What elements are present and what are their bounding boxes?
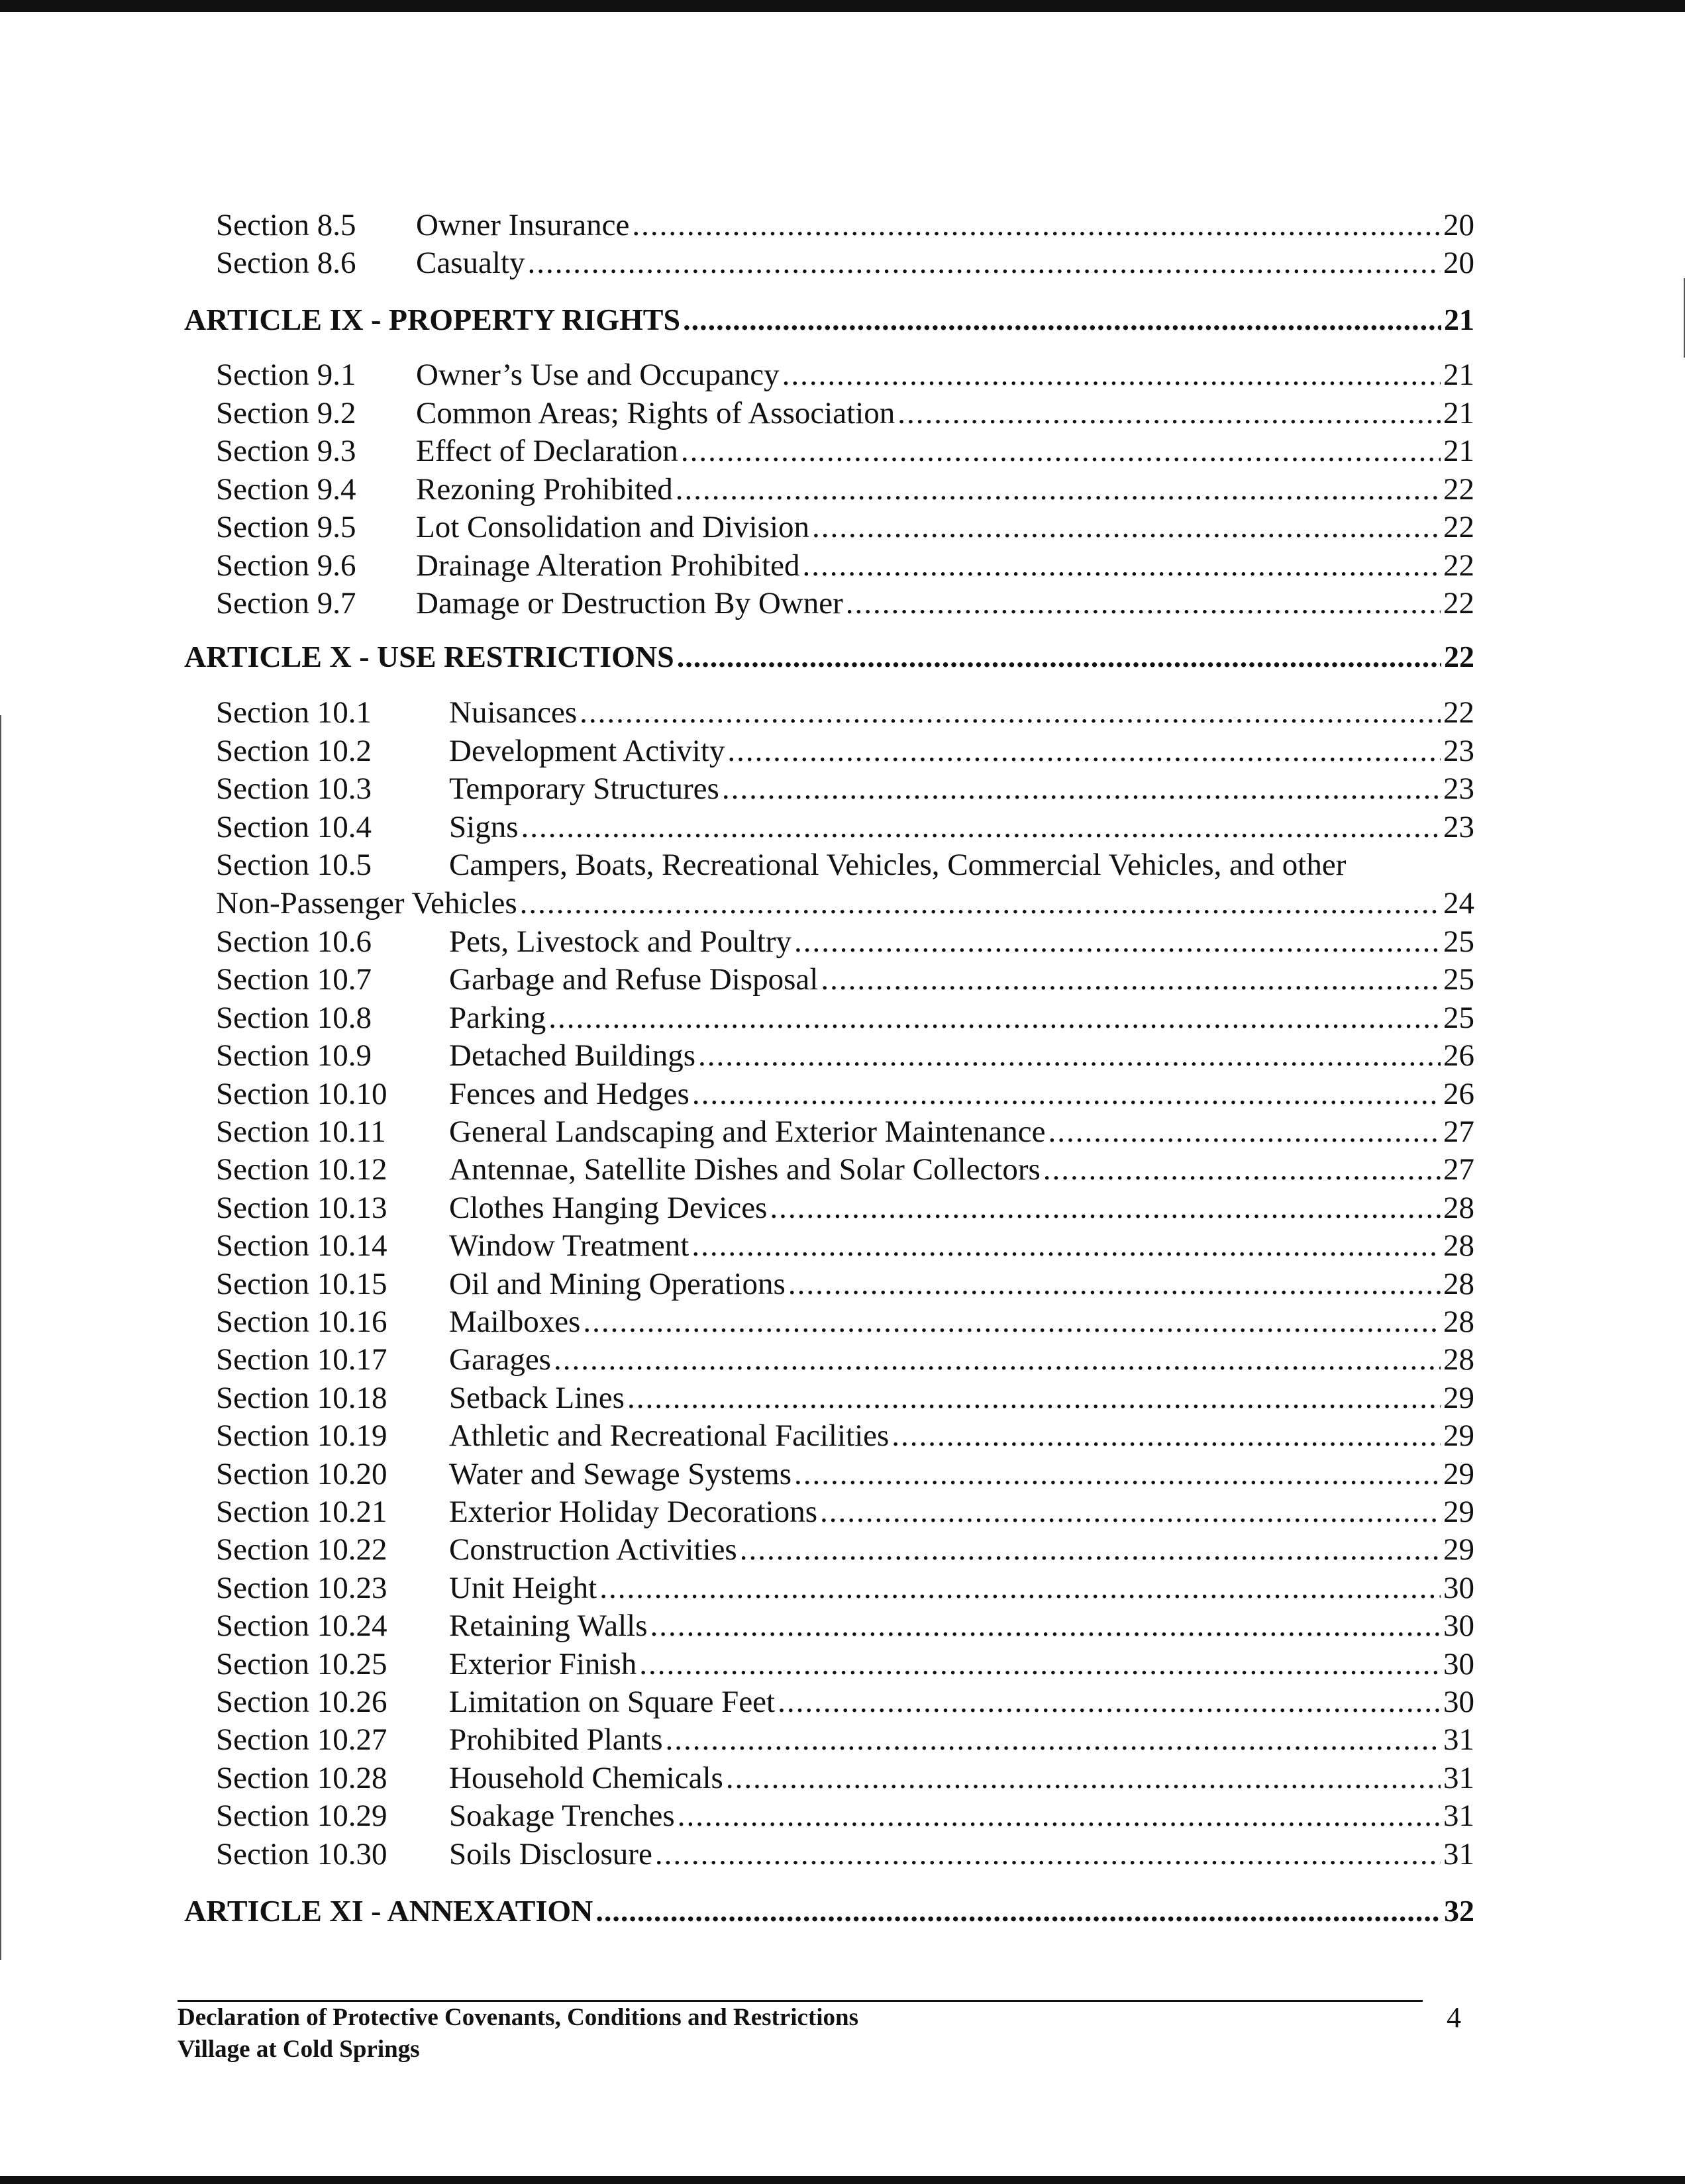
footer-divider [178, 2000, 1423, 2002]
section-number: Section 10.27 [216, 1722, 387, 1758]
section-title: Exterior Finish [449, 1646, 637, 1681]
page-reference: 28 [1443, 1228, 1474, 1264]
page-reference: 23 [1443, 733, 1474, 768]
page-reference: 23 [1443, 771, 1474, 806]
toc-entry-section [216, 1646, 1474, 1683]
section-title: Garages [449, 1342, 551, 1377]
section-number: Section 10.13 [216, 1190, 387, 1225]
section-title: Rezoning Prohibited [416, 472, 673, 507]
section-title: Retaining Walls [449, 1609, 648, 1644]
page-reference: 22 [1443, 548, 1474, 583]
section-title: Drainage Alteration Prohibited [416, 548, 800, 583]
toc-entry-section [216, 471, 1474, 508]
toc-entry-section [216, 809, 1474, 846]
page-reference: 20 [1443, 208, 1474, 242]
section-number: Section 10.28 [216, 1760, 387, 1795]
toc-entry-section [216, 1721, 1474, 1758]
dot-leader [782, 356, 1441, 393]
section-number: Section 10.26 [216, 1685, 387, 1719]
section-title: Development Activity [449, 733, 725, 768]
section-title: Nuisances [449, 695, 578, 730]
dot-leader [803, 547, 1441, 584]
footer-project-name: Village at Cold Springs [178, 2036, 420, 2063]
dot-leader [698, 1037, 1441, 1074]
toc-entry-section [216, 1456, 1474, 1493]
toc-entry-section [216, 923, 1474, 960]
page-reference: 24 [1443, 886, 1474, 920]
section-title: Household Chemicals [449, 1760, 723, 1795]
page-reference: 26 [1443, 1038, 1474, 1073]
page-reference: 28 [1443, 1342, 1474, 1377]
section-title: Non-Passenger Vehicles [216, 886, 517, 920]
toc-entry-article [184, 1893, 1474, 1930]
dot-leader [726, 1760, 1441, 1797]
section-number: Section 10.22 [216, 1532, 387, 1567]
toc-entry-section [216, 1683, 1474, 1720]
section-title: Parking [449, 1000, 546, 1035]
section-number: Section 10.21 [216, 1495, 387, 1529]
dot-leader [527, 244, 1441, 281]
page-reference: 28 [1443, 1266, 1474, 1301]
section-number: Section 10.18 [216, 1380, 387, 1415]
page-reference: 29 [1443, 1380, 1474, 1415]
toc-entry-section [216, 1379, 1474, 1416]
page-reference: 29 [1443, 1495, 1474, 1529]
dot-leader [583, 1303, 1441, 1340]
page-reference: 31 [1443, 1760, 1474, 1795]
toc-entry-section-wrapped [216, 846, 1346, 883]
section-number: Section 10.3 [216, 771, 372, 806]
section-number: Section 10.8 [216, 1000, 372, 1035]
section-title: General Landscaping and Exterior Maintenance [449, 1115, 1046, 1149]
page-reference: 29 [1443, 1532, 1474, 1567]
section-title: Prohibited Plants [449, 1722, 663, 1758]
section-number: Section 9.6 [216, 548, 356, 583]
page-reference: 26 [1443, 1076, 1474, 1111]
dot-leader [650, 1607, 1441, 1644]
dot-leader [727, 732, 1441, 769]
page-reference: 28 [1443, 1305, 1474, 1339]
page-reference: 25 [1443, 1000, 1474, 1035]
section-title: Lot Consolidation and Division [416, 510, 810, 544]
dot-leader [639, 1646, 1441, 1683]
page-reference: 30 [1443, 1685, 1474, 1719]
page-reference: 21 [1444, 303, 1474, 336]
section-title: Exterior Holiday Decorations [449, 1495, 817, 1529]
page-reference: 25 [1443, 924, 1474, 959]
section-number: Section 9.7 [216, 586, 356, 620]
page-reference: 31 [1443, 1799, 1474, 1834]
section-number: Section 10.29 [216, 1799, 387, 1834]
section-title: Effect of Declaration [416, 434, 678, 468]
section-number: Section 10.16 [216, 1305, 387, 1339]
dot-leader [580, 694, 1441, 731]
dot-leader [627, 1379, 1441, 1416]
page-reference: 22 [1443, 695, 1474, 730]
section-number: Section 9.4 [216, 472, 356, 507]
toc-entry-section [216, 1151, 1474, 1188]
toc-entry-section [216, 1493, 1474, 1530]
page-reference: 20 [1443, 246, 1474, 280]
dot-leader [794, 923, 1441, 960]
dot-leader [632, 207, 1441, 244]
toc-entry-section [216, 585, 1474, 622]
section-number: Section 10.11 [216, 1115, 386, 1149]
section-number: Section 10.25 [216, 1646, 387, 1681]
section-number: Section 10.4 [216, 809, 372, 844]
section-number: Section 10.12 [216, 1152, 387, 1187]
dot-leader [692, 1075, 1441, 1113]
toc-entry-section [216, 244, 1474, 281]
dot-leader [740, 1531, 1441, 1568]
section-title: Signs [449, 809, 519, 844]
page-reference: 32 [1444, 1894, 1474, 1928]
dot-leader [548, 999, 1441, 1036]
toc-entry-section [216, 1227, 1474, 1264]
article-title: ARTICLE X - USE RESTRICTIONS [184, 640, 674, 673]
dot-leader [770, 1189, 1441, 1226]
toc-entry-section [216, 432, 1474, 470]
page-reference: 21 [1443, 434, 1474, 468]
page-reference: 29 [1443, 1418, 1474, 1454]
page-reference: 21 [1443, 358, 1474, 392]
page-reference: 27 [1443, 1152, 1474, 1187]
section-title: Limitation on Square Feet [449, 1685, 776, 1719]
section-title: Damage or Destruction By Owner [416, 586, 843, 620]
page-reference: 30 [1443, 1646, 1474, 1681]
section-title: Common Areas; Rights of Association [416, 395, 895, 430]
toc-entry-section [216, 1417, 1474, 1454]
toc-entry-section [216, 1760, 1474, 1797]
section-number: Section 10.15 [216, 1266, 387, 1301]
toc-entry-section [216, 395, 1474, 432]
dot-leader [683, 301, 1441, 338]
dot-leader [520, 885, 1441, 922]
toc-entry-section [216, 356, 1474, 393]
toc-entry-section [216, 732, 1474, 769]
section-number: Section 10.30 [216, 1836, 387, 1871]
section-number: Section 8.6 [216, 246, 356, 280]
toc-entry-section [216, 1569, 1474, 1607]
article-title: ARTICLE XI - ANNEXATION [184, 1894, 593, 1928]
section-number: Section 9.3 [216, 434, 356, 468]
toc-entry-article [184, 638, 1474, 675]
dot-leader [788, 1266, 1441, 1303]
section-number: Section 10.2 [216, 733, 372, 768]
section-number: Section 10.7 [216, 962, 372, 997]
toc-entry-section [216, 1531, 1474, 1568]
toc-entry-section [216, 999, 1474, 1036]
dot-leader [892, 1417, 1441, 1454]
section-number: Section 10.20 [216, 1456, 387, 1491]
dot-leader [1043, 1151, 1441, 1188]
section-title: Owner’s Use and Occupancy [416, 358, 780, 392]
section-title: Mailboxes [449, 1305, 581, 1339]
section-title: Antennae, Satellite Dishes and Solar Collectors [449, 1152, 1041, 1187]
section-title: Soakage Trenches [449, 1799, 675, 1834]
dot-leader [812, 509, 1441, 546]
section-number: Section 10.17 [216, 1342, 387, 1377]
section-title: Owner Insurance [416, 208, 630, 242]
section-number: Section 9.2 [216, 395, 356, 430]
page-reference: 27 [1443, 1115, 1474, 1149]
section-number: Section 10.10 [216, 1076, 387, 1111]
section-title: Soils Disclosure [449, 1836, 652, 1871]
toc-entry-section [216, 1303, 1474, 1340]
toc-entry-section [216, 1607, 1474, 1644]
dot-leader [897, 395, 1441, 432]
page-reference: 28 [1443, 1190, 1474, 1225]
dot-leader [1048, 1113, 1441, 1150]
dot-leader [681, 432, 1441, 470]
toc-entry-section [216, 1836, 1474, 1873]
page-reference: 31 [1443, 1722, 1474, 1758]
page-reference: 22 [1443, 510, 1474, 544]
toc-entry-section [216, 694, 1474, 731]
section-title: Garbage and Refuse Disposal [449, 962, 819, 997]
dot-leader [820, 1493, 1441, 1530]
dot-leader [678, 1797, 1441, 1834]
section-title: Construction Activities [449, 1532, 737, 1567]
section-title: Casualty [416, 246, 525, 280]
section-number: Section 10.1 [216, 695, 372, 730]
toc-entry-section [216, 1189, 1474, 1226]
section-number: Section 10.9 [216, 1038, 372, 1073]
section-number: Section 8.5 [216, 208, 356, 242]
toc-entry-section [216, 547, 1474, 584]
toc-entry-section [216, 207, 1474, 244]
dot-leader [676, 471, 1441, 508]
page-reference: 22 [1443, 472, 1474, 507]
section-title: Pets, Livestock and Poultry [449, 924, 791, 959]
page-reference: 30 [1443, 1609, 1474, 1644]
section-title-line1: Campers, Boats, Recreational Vehicles, Commercial Vehicles, and other [449, 848, 1347, 882]
dot-leader [821, 961, 1441, 998]
dot-leader [554, 1341, 1441, 1378]
article-title: ARTICLE IX - PROPERTY RIGHTS [184, 303, 681, 336]
page-reference: 22 [1444, 640, 1474, 673]
dot-leader [595, 1893, 1441, 1930]
toc-entry-section [216, 1341, 1474, 1378]
section-title: Setback Lines [449, 1380, 625, 1415]
page-number: 4 [1447, 2001, 1461, 2034]
section-number: Section 10.6 [216, 924, 372, 959]
page-reference: 21 [1443, 395, 1474, 430]
section-number: Section 9.5 [216, 510, 356, 544]
dot-leader [722, 770, 1441, 807]
dot-leader [655, 1836, 1441, 1873]
section-title: Detached Buildings [449, 1038, 696, 1073]
dot-leader [599, 1569, 1441, 1607]
dot-leader [846, 585, 1441, 622]
section-title: Clothes Hanging Devices [449, 1190, 768, 1225]
section-number: Section 10.19 [216, 1418, 387, 1454]
section-title: Water and Sewage Systems [449, 1456, 791, 1491]
scan-bottom-border [0, 2176, 1685, 2184]
page-reference: 31 [1443, 1836, 1474, 1871]
section-title: Fences and Hedges [449, 1076, 689, 1111]
dot-leader [778, 1683, 1441, 1720]
section-number: Section 10.24 [216, 1609, 387, 1644]
footer-document-title: Declaration of Protective Covenants, Conditions and Restrictions [178, 2004, 859, 2031]
toc-entry-section [216, 961, 1474, 998]
dot-leader [521, 809, 1441, 846]
toc-entry-section [216, 1075, 1474, 1113]
section-title: Oil and Mining Operations [449, 1266, 786, 1301]
section-number: Section 10.23 [216, 1570, 387, 1605]
toc-entry-section [216, 1037, 1474, 1074]
dot-leader [665, 1721, 1441, 1758]
section-number: Section 9.1 [216, 358, 356, 392]
page-reference: 25 [1443, 962, 1474, 997]
dot-leader [677, 638, 1441, 675]
toc-entry-section-continued [216, 885, 1474, 922]
dot-leader [691, 1227, 1441, 1264]
section-number: Section 10.14 [216, 1228, 387, 1264]
toc-entry-section [216, 1113, 1474, 1150]
section-title: Athletic and Recreational Facilities [449, 1418, 890, 1454]
page-reference: 22 [1443, 586, 1474, 620]
dot-leader [794, 1456, 1441, 1493]
section-title: Unit Height [449, 1570, 597, 1605]
page-reference: 29 [1443, 1456, 1474, 1491]
toc-entry-section [216, 509, 1474, 546]
toc-entry-section [216, 770, 1474, 807]
section-title: Temporary Structures [449, 771, 719, 806]
section-title: Window Treatment [449, 1228, 689, 1264]
page-reference: 30 [1443, 1570, 1474, 1605]
section-number: Section 10.5 [216, 848, 372, 882]
toc-entry-section [216, 1797, 1474, 1834]
toc-entry-section [216, 1266, 1474, 1303]
toc-entry-article [184, 301, 1474, 338]
page-reference: 23 [1443, 809, 1474, 844]
